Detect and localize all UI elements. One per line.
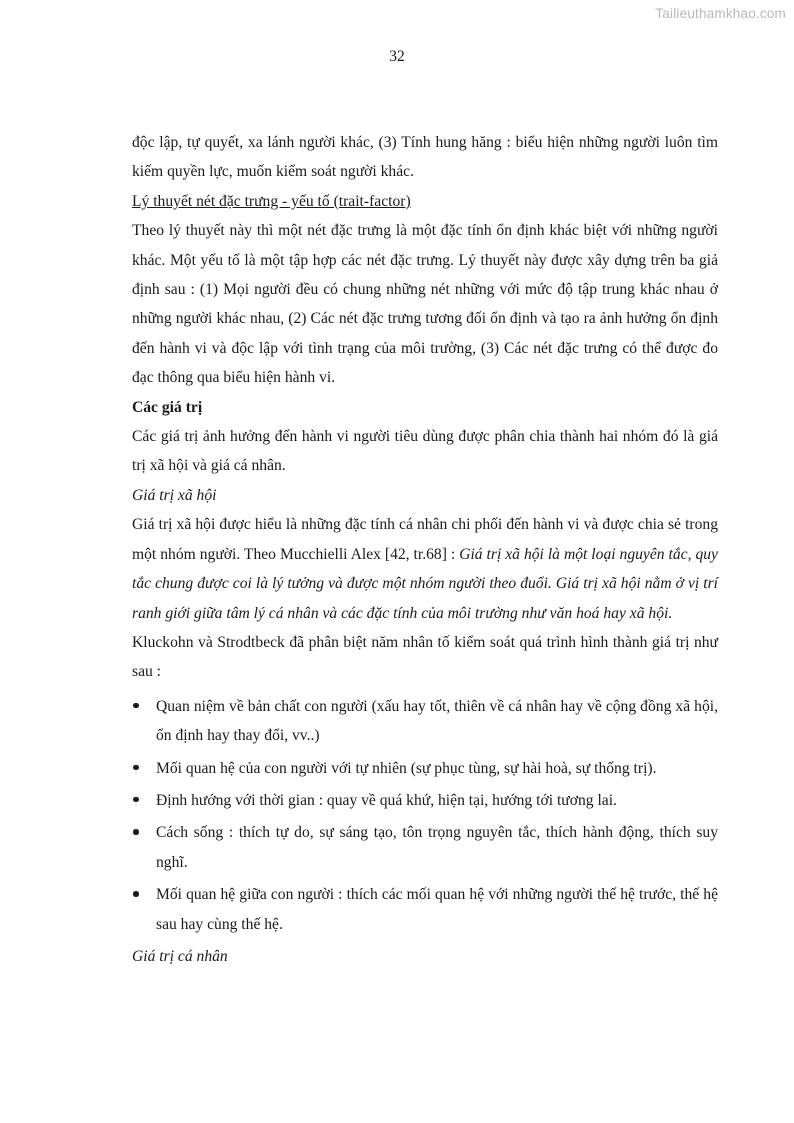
paragraph-intro: độc lập, tự quyết, xa lánh người khác, (3) Tính hung hăng : biểu hiện những người luôn tìm kiếm quyền lực, muốn kiểm soát người khác. bbox=[132, 134, 718, 181]
bullet-dot-icon bbox=[133, 765, 139, 771]
heading-social-values: Giá trị xã hội bbox=[132, 486, 217, 504]
document-body bbox=[132, 128, 718, 971]
social-values-quote: Giá trị xã hội là một loại nguyên tắc, quy tắc chung được coi là lý tưởng và được một nhóm người theo đuổi. Giá trị xã hội nằm ở vị trí ranh giới giữa tâm lý cá nhân và các đặc tính của môi trường như văn hoá hay xã hội. bbox=[132, 545, 718, 622]
heading-values: Các giá trị bbox=[132, 398, 203, 416]
paragraph-trait-theory: Theo lý thuyết này thì một nét đặc trưng là một đặc tính ổn định khác biệt với những người khác. Một yếu tố là một tập hợp các nét đặc trưng. Lý thuyết này được xây dựng trên ba giả định sau : (1) Mọi người đều có chung những nét những với mức độ tập trung khác nhau ở những người khác nhau, (2) Các nét đặc trưng tương đối ổn định và tạo ra ảnh hưởng ổn định đến hành vi và độc lập với tình trạng của môi trường, (3) Các nét đặc trưng có thể được đo đạc thông qua biểu hiện hành vi. bbox=[132, 222, 718, 387]
bullet-item bbox=[132, 692, 718, 751]
paragraph-kluckohn: Kluckohn và Strodtbeck đã phân biệt năm nhân tố kiểm soát quá trình hình thành giá trị như sau : bbox=[132, 633, 718, 681]
paragraph-social-values bbox=[132, 510, 718, 628]
bullet-dot-icon bbox=[133, 797, 139, 803]
bullet-text: Cách sống : thích tự do, sự sáng tạo, tôn trọng nguyên tắc, thích hành động, thích suy nghĩ. bbox=[156, 824, 718, 871]
bullet-dot-icon bbox=[133, 703, 139, 709]
bullet-text: Mối quan hệ của con người với tự nhiên (sự phục tùng, sự hài hoà, sự thống trị). bbox=[156, 759, 657, 777]
heading-personal-values: Giá trị cá nhân bbox=[132, 947, 228, 965]
bullet-item bbox=[132, 818, 718, 877]
watermark: Tailieuthamkhao.com bbox=[655, 6, 786, 21]
bullet-item bbox=[132, 754, 718, 783]
bullet-list bbox=[132, 692, 718, 939]
bullet-text: Quan niệm về bản chất con người (xấu hay tốt, thiên về cá nhân hay về cộng đồng xã hội, ổn định hay thay đổi, vv..) bbox=[156, 697, 718, 745]
social-values-text: Giá trị xã hội được hiểu là những đặc tính cá nhân chi phối đến hành vi và được chia sẻ trong một nhóm người. Theo Mucchielli Alex [42, tr.68] : bbox=[132, 516, 718, 563]
heading-trait-factor: Lý thuyết nét đặc trưng - yếu tố (trait-factor) bbox=[132, 192, 411, 210]
bullet-dot-icon bbox=[133, 891, 139, 897]
bullet-text: Mối quan hệ giữa con người : thích các mối quan hệ với những người thế hệ trước, thế hệ sau hay cùng thế hệ. bbox=[156, 886, 718, 933]
bullet-item bbox=[132, 880, 718, 939]
bullet-item bbox=[132, 786, 718, 815]
page-number: 32 bbox=[389, 48, 405, 65]
bullet-dot-icon bbox=[133, 829, 139, 835]
paragraph-values: Các giá trị ảnh hưởng đến hành vi người tiêu dùng được phân chia thành hai nhóm đó là giá trị xã hội và giá cá nhân. bbox=[132, 428, 718, 475]
bullet-text: Định hướng với thời gian : quay về quá khứ, hiện tại, hướng tới tương lai. bbox=[156, 791, 617, 809]
